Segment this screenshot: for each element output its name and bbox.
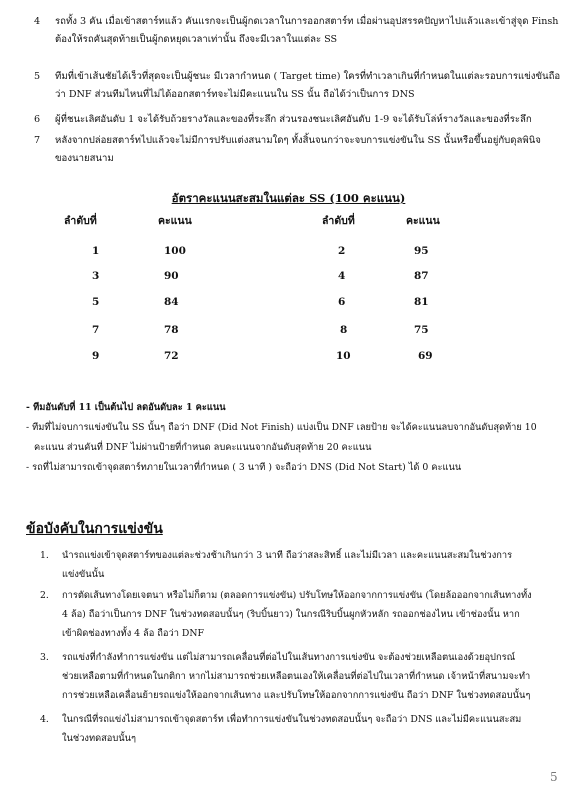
- note-line: - รถที่ไม่สามารถเข้าจุดสตาร์ทภายในเวลาที่กำหนด ( 3 นาที ) จะถือว่า DNS (Did Not Start) ได้ 0 คะแนน: [26, 462, 462, 473]
- table-cell: 9: [92, 350, 100, 362]
- rule-item: [40, 648, 560, 705]
- table-header: ลำดับที่: [64, 215, 97, 227]
- list-item: [20, 111, 560, 129]
- item-number: 7: [34, 135, 41, 146]
- rule-number: 2.: [40, 590, 49, 601]
- table-title: อัตราคะแนนสะสมในแต่ละ SS (100 คะแนน): [171, 191, 406, 205]
- note-line: คะแนน ส่วนคันที่ DNF ไม่ผ่านป้ายที่กำหนด ลบคะแนนจากอันดับสุดท้าย 20 คะแนน: [34, 442, 372, 453]
- item-line: รถทั้ง 3 คัน เมื่อเข้าสตาร์ทแล้ว คันแรกจะเป็นผู้กดเวลาในการออกสตาร์ท เมื่อผ่านอุปสรรคปัญหาไปแล้วและเข้าสู่จุด Finsh: [55, 16, 559, 27]
- rule-number: 4.: [40, 714, 49, 725]
- table-cell: 78: [164, 324, 179, 336]
- item-line: ผู้ที่ชนะเลิศอันดับ 1 จะได้รับถ้วยรางวัลและของที่ระลึก ส่วนรองชนะเลิศอันดับ 1-9 จะได้รับโล่ห์รางวัลและของที่ระลึก: [55, 114, 532, 125]
- rule-line: การช่วยเหลือเคลื่อนย้ายรถแข่งให้ออกจากเส้นทาง และปรับโทษให้ออกจากการแข่งขัน ถือว่า DNF ในช่วงทดสอบนั้นๆ: [62, 690, 531, 701]
- list-item: [20, 68, 560, 104]
- note-line: - ทีมอันดับที่ 11 เป็นต้นไป ลดอันดับละ 1 คะแนน: [26, 402, 226, 413]
- section-heading: ข้อบังคับในการแข่งขัน: [26, 521, 163, 537]
- item-line: ว่า DNF ส่วนทีมไหนที่ไม่ได้ออกสตาร์ทจะไม่มีคะแนนใน SS นั้น ถือได้ว่าเป็นการ DNS: [55, 89, 415, 100]
- table-cell: 1: [92, 245, 100, 257]
- table-cell: 90: [164, 270, 179, 282]
- table-cell: 10: [336, 350, 351, 362]
- table-header: คะแนน: [158, 215, 192, 227]
- rule-item: [40, 710, 560, 748]
- table-cell: 2: [338, 245, 346, 257]
- score-notes: [26, 398, 566, 478]
- rule-line: ในช่วงทดสอบนั้นๆ: [62, 733, 136, 744]
- rule-item: [40, 546, 560, 584]
- table-cell: 75: [414, 324, 429, 336]
- page-number: 5: [550, 770, 558, 784]
- table-cell: 100: [164, 245, 186, 257]
- item-line: หลังจากปล่อยสตาร์ทไปแล้วจะไม่มีการปรับแต่งสนามใดๆ ทั้งสิ้นจนกว่าจะจบการแข่งขันใน SS นั้นหรือขึ้นอยู่กับดุลพินิจ: [55, 135, 541, 146]
- table-header: ลำดับที่: [322, 215, 355, 227]
- table-cell: 5: [92, 296, 100, 308]
- table-cell: 8: [340, 324, 348, 336]
- item-number: 6: [34, 114, 41, 125]
- item-number: 5: [34, 71, 41, 82]
- rule-number: 1.: [40, 550, 49, 561]
- list-item: [20, 13, 560, 49]
- item-line: ต้องให้รถคันสุดท้ายเป็นผู้กดหยุดเวลาเท่านั้น ถึงจะมีเวลาในแต่ละ SS: [55, 34, 338, 45]
- table-cell: 4: [338, 270, 346, 282]
- table-cell: 81: [414, 296, 429, 308]
- item-line: ทีมที่เข้าเส้นชัยได้เร็วที่สุดจะเป็นผู้ชนะ มีเวลากำหนด ( Target time) ใครที่ทำเวลาเกินที่กำหนดในแต่ละรอบการแข่งขันถือ: [55, 71, 561, 82]
- item-line: ของนายสนาม: [55, 153, 114, 164]
- table-cell: 3: [92, 270, 100, 282]
- table-header: คะแนน: [406, 215, 440, 227]
- rule-item: [40, 586, 560, 643]
- table-cell: 95: [414, 245, 429, 257]
- table-cell: 6: [338, 296, 346, 308]
- table-cell: 84: [164, 296, 179, 308]
- table-cell: 72: [164, 350, 179, 362]
- note-line: - ทีมที่ไม่จบการแข่งขันใน SS นั้นๆ ถือว่า DNF (Did Not Finish) แบ่งเป็น DNF เลยป้าย จะได้คะแนนลบจากอันดับสุดท้าย 10: [26, 422, 537, 433]
- rule-line: ในกรณีที่รถแข่งไม่สามารถเข้าจุดสตาร์ท เพื่อทำการแข่งขันในช่วงทดสอบนั้นๆ จะถือว่า DNS และไม่มีคะแนนสะสม: [62, 714, 522, 725]
- table-cell: 7: [92, 324, 100, 336]
- table-cell: 87: [414, 270, 429, 282]
- list-item: [20, 132, 560, 168]
- item-number: 4: [34, 16, 41, 27]
- table-cell: 69: [418, 350, 433, 362]
- rule-line: แข่งขันนั้น: [62, 569, 105, 580]
- rule-line: นำรถแข่งเข้าจุดสตาร์ทของแต่ละช่วงช้าเกินกว่า 3 นาที ถือว่าสละสิทธิ์ และไม่มีเวลา และคะแนนสะสมในช่วงการ: [62, 550, 513, 561]
- rule-line: ช่วยเหลือตามที่กำหนดในกติกา หากไม่สามารถช่วยเหลือตนเองให้เคลื่อนที่ต่อไปในเวลาที่กำหนด เจ้าหน้าที่สนามจะทำ: [62, 671, 531, 682]
- rule-number: 3.: [40, 652, 49, 663]
- rule-line: 4 ล้อ) ถือว่าเป็นการ DNF ในช่วงทดสอบนั้นๆ (ริบบิ้นยาว) ในกรณีริบบิ้นผูกหัวหลัก รถออกช่องไหน เข้าช่องนั้น หาก: [62, 609, 520, 620]
- rule-line: รถแข่งที่กำลังทำการแข่งขัน แต่ไม่สามารถเคลื่อนที่ต่อไปในเส้นทางการแข่งขัน จะต้องช่วยเหลือตนเองด้วยอุปกรณ์: [62, 652, 516, 663]
- rule-line: การตัดเส้นทางโดยเจตนา หรือไม่ก็ตาม (ตลอดการแข่งขัน) ปรับโทษให้ออกจากการแข่งขัน (โดยล้อออกจากเส้นทางทั้ง: [62, 590, 532, 601]
- rule-line: เข้าผิดช่องทางทั้ง 4 ล้อ ถือว่า DNF: [62, 628, 204, 639]
